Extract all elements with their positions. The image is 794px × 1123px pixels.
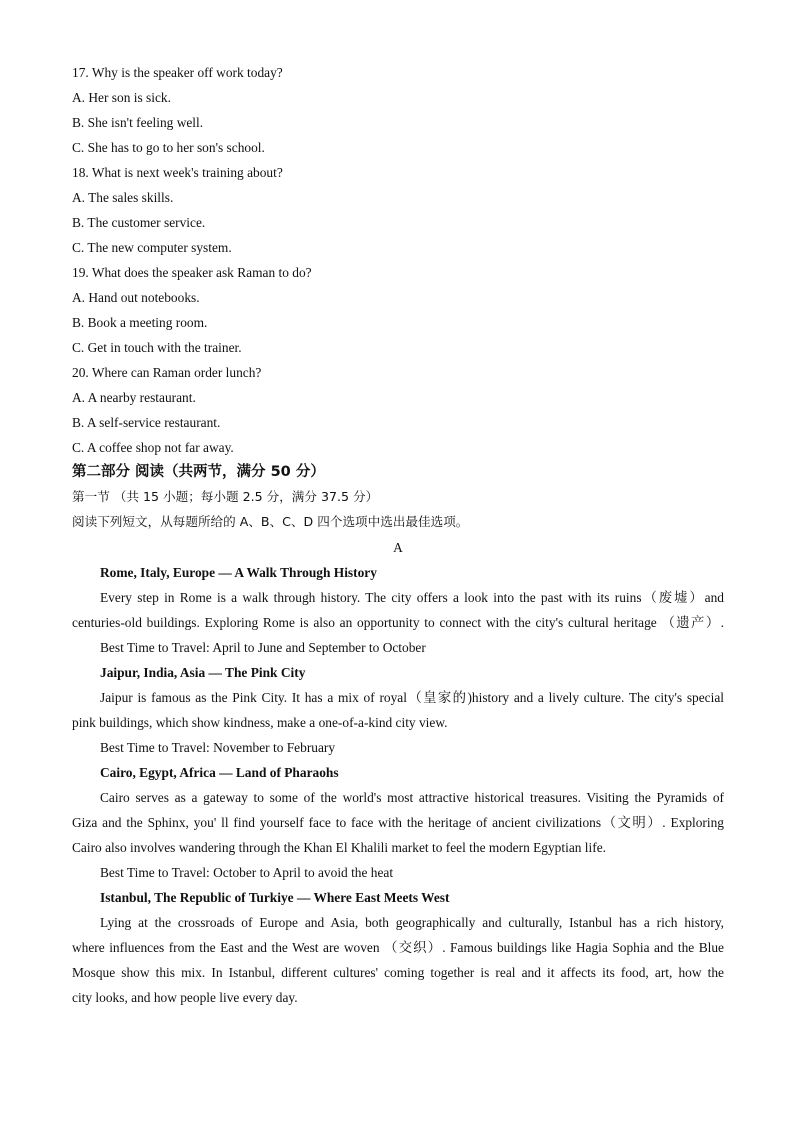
option-17a: A. Her son is sick.	[72, 90, 171, 105]
section1-info: 第一节 （共 15 小题；每小题 2.5 分，满分 37.5 分）	[72, 489, 379, 504]
istanbul-line-1: Lying at the crossroads of Europe and Asia, both geographically and culturally, Istanbul has a rich history,	[100, 915, 724, 930]
jaipur-best-time: Best Time to Travel: November to February	[100, 740, 336, 755]
question-19: 19. What does the speaker ask Raman to do?	[72, 265, 312, 280]
option-20a: A. A nearby restaurant.	[72, 390, 196, 405]
option-17b: B. She isn't feeling well.	[72, 115, 204, 130]
option-20b: B. A self-service restaurant.	[72, 415, 221, 430]
rome-best-time: Best Time to Travel: April to June and September to October	[100, 640, 426, 655]
option-19a: A. Hand out notebooks.	[72, 290, 200, 305]
question-18: 18. What is next week's training about?	[72, 165, 283, 180]
jaipur-line-2: pink buildings, which show kindness, make a one-of-a-kind city view.	[72, 715, 448, 730]
question-17: 17. Why is the speaker off work today?	[72, 65, 283, 80]
istanbul-line-2: where influences from the East and the West are woven （交织）. Famous buildings like Hagia Sophia and the Blue	[72, 940, 724, 955]
option-19b: B. Book a meeting room.	[72, 315, 208, 330]
option-20c: C. A coffee shop not far away.	[72, 440, 234, 455]
istanbul-heading: Istanbul, The Republic of Turkiye — Where East Meets West	[100, 890, 450, 905]
part2-title: 第二部分 阅读（共两节，满分 50 分）	[72, 464, 325, 480]
cairo-best-time: Best Time to Travel: October to April to avoid the heat	[100, 865, 394, 880]
rome-line-2: centuries-old buildings. Exploring Rome is also an opportunity to connect with the city's cultural heritage （遗产）.	[72, 615, 724, 630]
istanbul-line-3: Mosque show this mix. In Istanbul, different cultures' coming together is real and it affects its food, art, how the	[72, 965, 724, 980]
rome-line-1: Every step in Rome is a walk through history. The city offers a look into the past with its ruins（废墟）and	[100, 590, 724, 605]
istanbul-line-4: city looks, and how people live every day.	[72, 990, 298, 1005]
option-19c: C. Get in touch with the trainer.	[72, 340, 242, 355]
option-18a: A. The sales skills.	[72, 190, 174, 205]
passage-label: A	[393, 540, 403, 555]
cairo-line-3: Cairo also involves wandering through the Khan El Khalili market to feel the modern Egyptian life.	[72, 840, 606, 855]
cairo-line-2: Giza and the Sphinx, you' ll find yourself face to face with the heritage of ancient civilizations（文明）. Exploring	[72, 815, 724, 830]
reading-instruction: 阅读下列短文，从每题所给的 A、B、C、D 四个选项中选出最佳选项。	[72, 514, 469, 529]
cairo-heading: Cairo, Egypt, Africa — Land of Pharaohs	[100, 765, 339, 780]
jaipur-heading: Jaipur, India, Asia — The Pink City	[100, 665, 306, 680]
option-17c: C. She has to go to her son's school.	[72, 140, 265, 155]
question-20: 20. Where can Raman order lunch?	[72, 365, 262, 380]
option-18b: B. The customer service.	[72, 215, 206, 230]
jaipur-line-1: Jaipur is famous as the Pink City. It has a mix of royal（皇家的)history and a lively culture. The city's special	[100, 690, 724, 705]
option-18c: C. The new computer system.	[72, 240, 232, 255]
cairo-line-1: Cairo serves as a gateway to some of the world's most attractive historical treasures. Visiting the Pyramids of	[100, 790, 724, 805]
rome-heading: Rome, Italy, Europe — A Walk Through History	[100, 565, 377, 580]
